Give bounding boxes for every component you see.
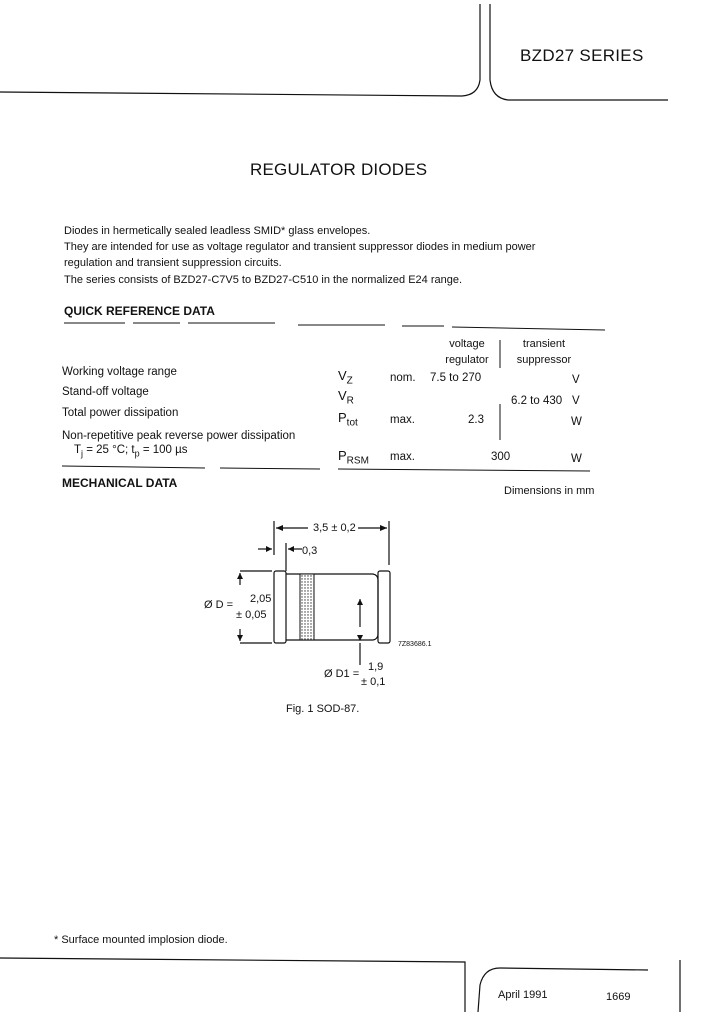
mechanical-data-heading: MECHANICAL DATA [62, 476, 178, 490]
dimension-d1-tolerance: ± 0,1 [361, 676, 386, 688]
unit-power-dissipation: W [571, 416, 582, 428]
column-header-suppressor: transient suppressor [516, 338, 572, 366]
figure-caption: Fig. 1 SOD-87. [286, 703, 360, 715]
unit-peak-reverse-power: W [571, 453, 582, 465]
row-label-peak-reverse-power: Non-repetitive peak reverse power dissipation [62, 430, 296, 442]
row-label-power-dissipation: Total power dissipation [62, 407, 179, 419]
symbol-vr: $V_R$ [338, 388, 354, 407]
issue-date: April 1991 [498, 989, 548, 1001]
dimension-d-label: Ø D = [204, 599, 234, 611]
page-title: REGULATOR DIODES [250, 160, 428, 179]
symbol-vz: $V_Z$ [338, 368, 353, 387]
drawing-code: 7Z83686.1 [398, 641, 432, 648]
dimension-d-value: 2,05 [250, 593, 272, 605]
condition-line: $T_j = 25$ °C; $t_p = 100$ µs [74, 444, 188, 459]
dimensions-note: Dimensions in mm [504, 485, 595, 497]
intro-line-3: regulation and transient suppression circuits. [64, 257, 282, 269]
value-working-voltage: 7.5 to 270 [430, 372, 482, 384]
intro-line-4: The series consists of BZD27-C7V5 to BZD27-C510 in the normalized E24 range. [64, 274, 463, 286]
quick-reference-heading: QUICK REFERENCE DATA [64, 304, 215, 318]
intro-line-2: They are intended for use as voltage regulator and transient suppressor diodes in medium power [64, 241, 536, 253]
dimension-d-tolerance: ± 0,05 [236, 609, 267, 621]
dimension-band: 0,3 [302, 545, 318, 557]
page-number: 1669 [606, 991, 631, 1003]
dimension-d1-value: 1,9 [368, 661, 384, 673]
unit-working-voltage: V [572, 374, 580, 386]
footnote: * Surface mounted implosion diode. [54, 934, 228, 946]
value-power-dissipation: 2.3 [468, 414, 484, 426]
qualifier-max: max. [390, 414, 415, 426]
row-label-working-voltage: Working voltage range [62, 366, 177, 378]
unit-standoff-voltage: V [572, 395, 580, 407]
value-standoff-voltage: 6.2 to 430 [511, 395, 563, 407]
intro-line-1: Diodes in hermetically sealed leadless SMID* glass envelopes. [64, 225, 371, 237]
row-label-standoff-voltage: Stand-off voltage [62, 386, 149, 398]
series-name: BZD27 SERIES [520, 46, 644, 65]
qualifier-nom: nom. [390, 372, 416, 384]
dimension-d1-label: Ø D1 = [324, 668, 360, 680]
symbol-prsm: $P_{RSM}$ [338, 448, 369, 467]
qualifier-max-prsm: max. [390, 451, 415, 463]
value-peak-reverse-power: 300 [491, 451, 511, 463]
dimension-length: 3,5 ± 0,2 [313, 522, 356, 534]
symbol-ptot: $P_{tot}$ [338, 410, 358, 429]
column-header-regulator: voltage regulator [445, 338, 489, 366]
